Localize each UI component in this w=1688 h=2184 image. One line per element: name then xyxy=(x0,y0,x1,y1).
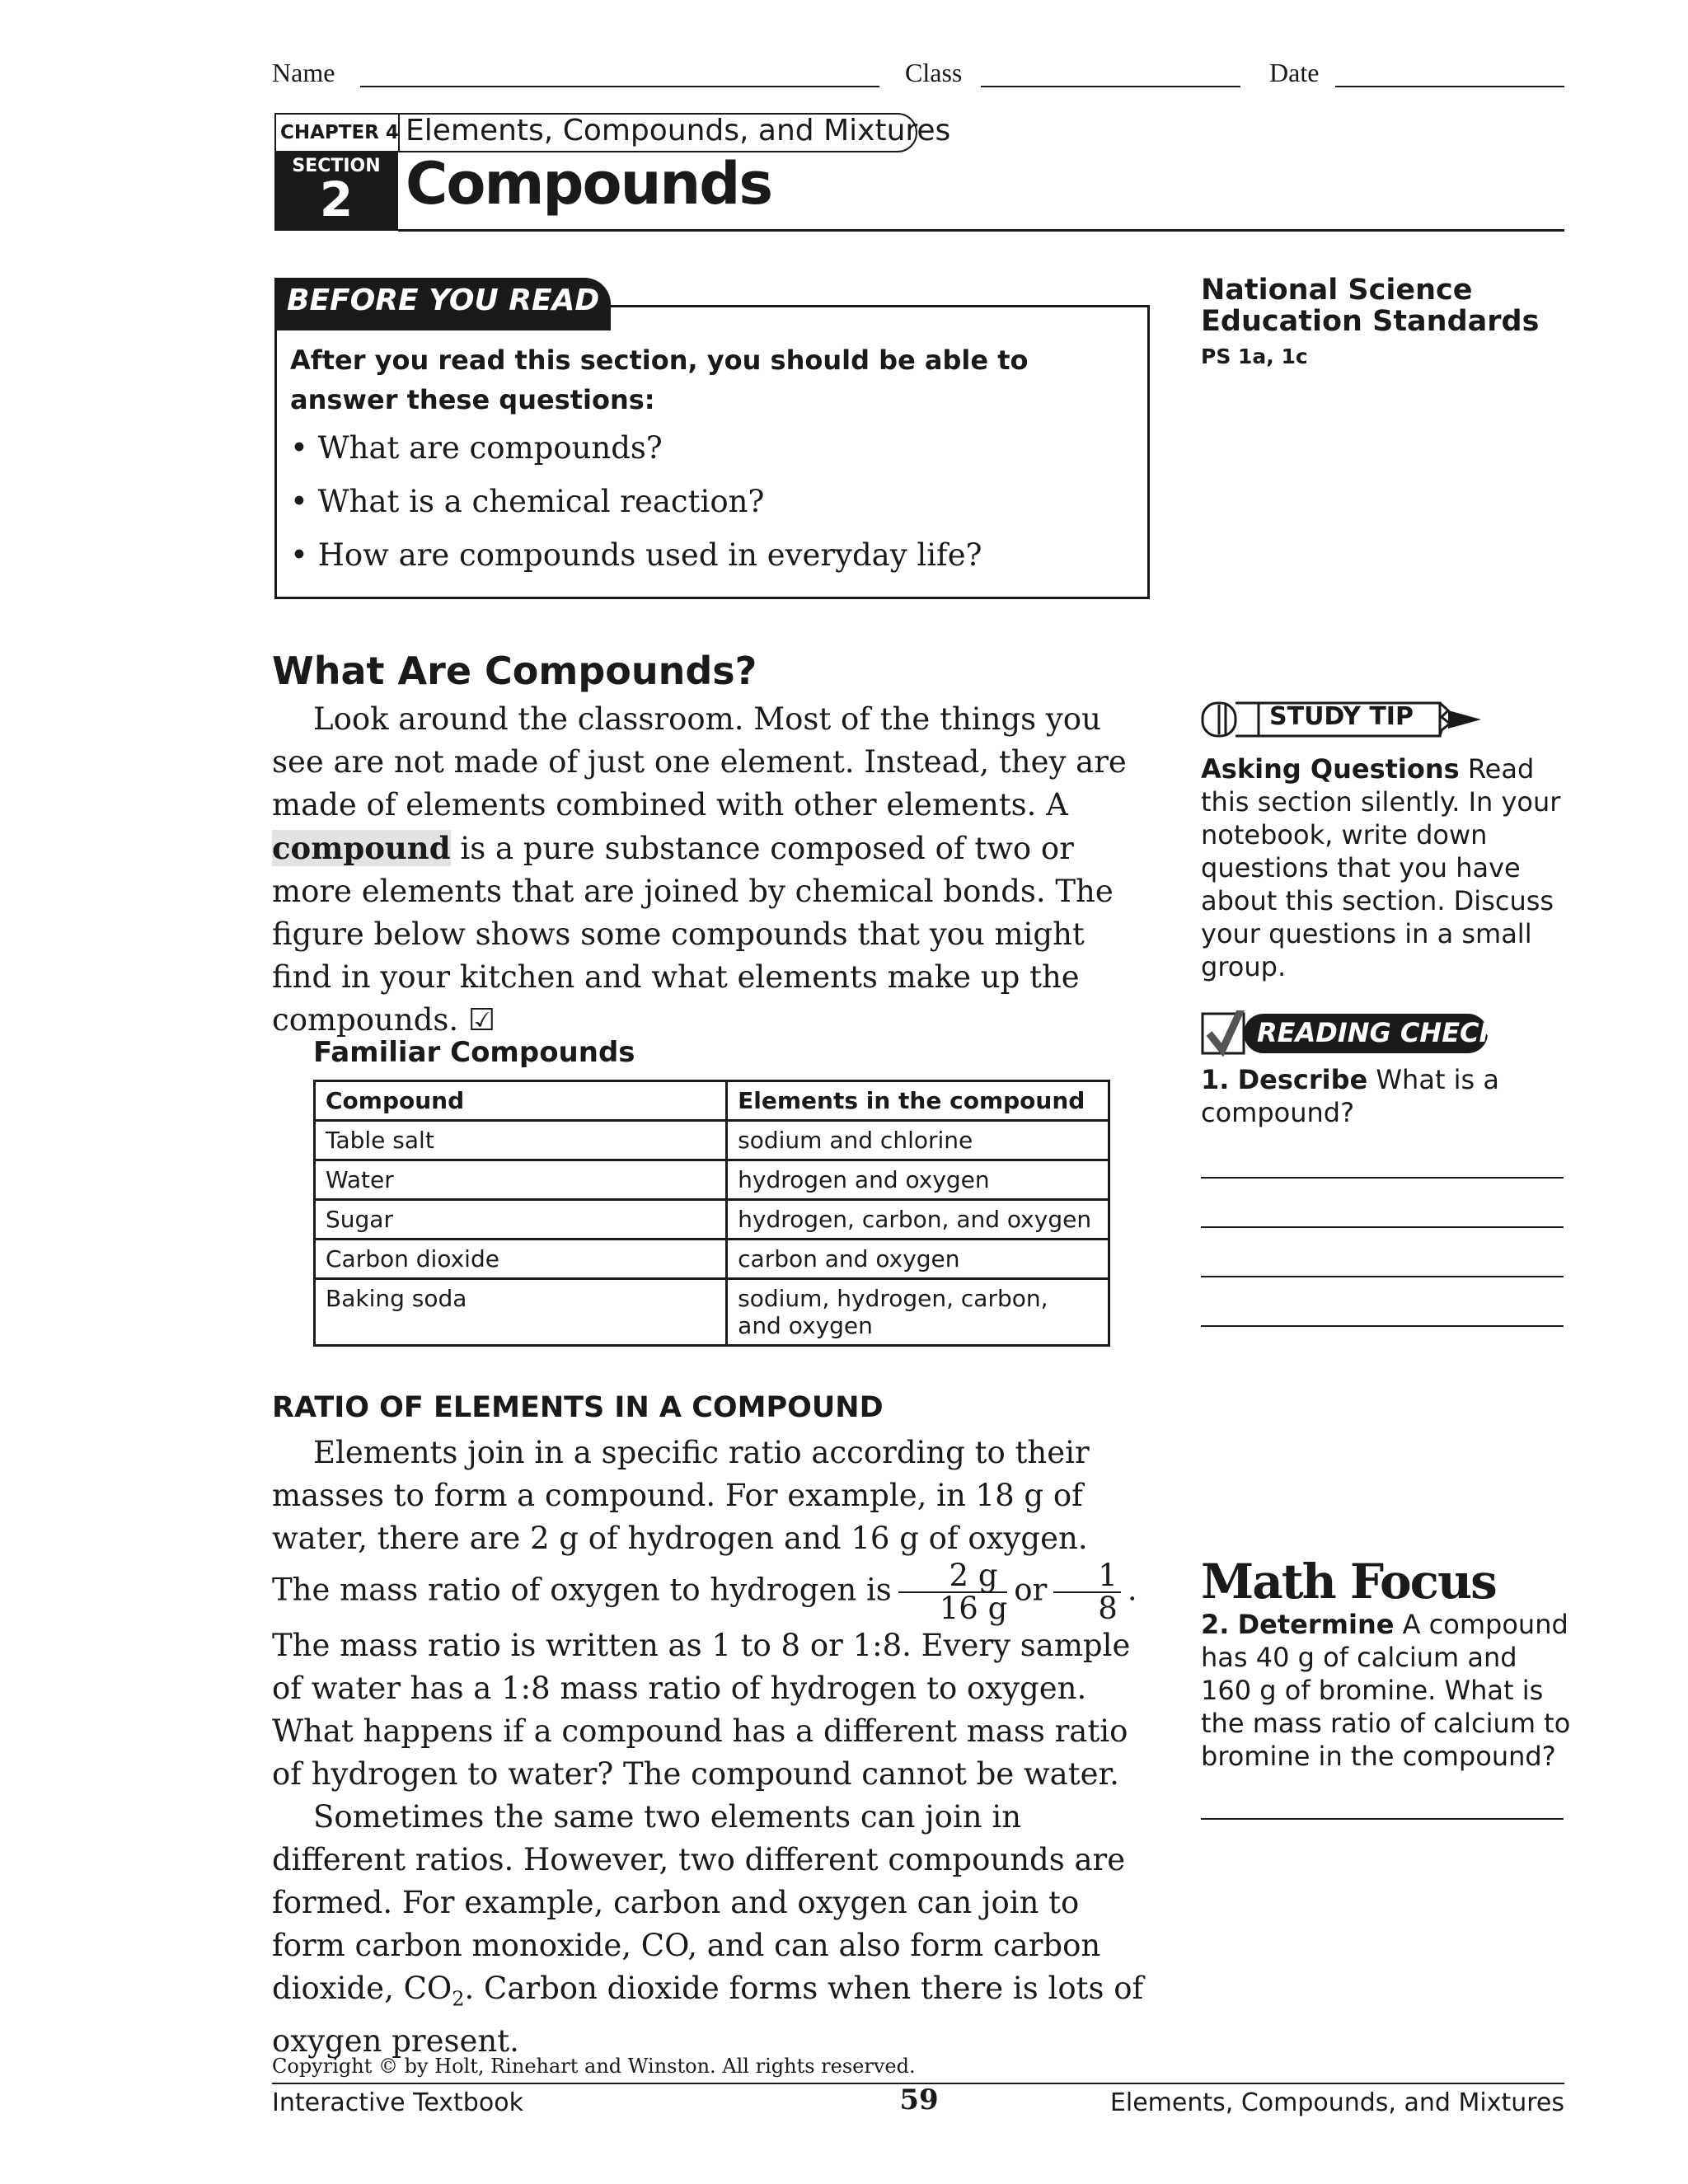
table-header: Compound xyxy=(315,1081,727,1121)
question-item: • What is a chemical reaction? xyxy=(290,484,765,519)
table-row: Sugar hydrogen, carbon, and oxygen xyxy=(315,1200,1109,1240)
before-you-read-intro: After you read this section, you should be able to answer these questions: xyxy=(290,344,1029,415)
answer-line[interactable] xyxy=(1201,1818,1564,1820)
math-focus-title: Math Focus xyxy=(1201,1554,1496,1610)
table-header-row xyxy=(315,1081,1109,1121)
page-number: 59 xyxy=(899,2083,939,2116)
table-caption: Familiar Compounds xyxy=(313,1036,635,1069)
section-heading: What Are Compounds? xyxy=(272,649,757,693)
question-item: • How are compounds used in everyday life? xyxy=(290,537,982,573)
name-field[interactable] xyxy=(360,86,879,87)
ratio-paragraph: Elements join in a specific ratio according to their masses to form a compound. For example, in 18 g of water, there are 2 g of hydrogen and 16 g of oxygen. The mass ratio of oxygen to hydrogen is $\frac{2 g}{16 g}$ or $\frac{1}{8}$ . The mass ratio is written as 1 to 8 or 1:8. Every sample of water has a 1:8 mass ratio of hydrogen to oxygen. What happens if a compound has a different mass ratio of hydrogen to water? The compound cannot be water. Sometimes the same two elements can join in different ratios. However, two different compounds are formed. For example, carbon and oxygen can join to form carbon monoxide, CO, and can also form carbon dioxide, $CO_2$. Carbon dioxide forms when there is lots of oxygen present. xyxy=(272,1435,1144,2060)
question-item: • What are compounds? xyxy=(290,430,663,466)
standards-title: National Science Education Standards xyxy=(1201,274,1540,338)
footer-chapter-title: Elements, Compounds, and Mixtures xyxy=(1109,2088,1564,2117)
fraction-2g-16g: $\frac{2 g}{16 g}$ xyxy=(898,1560,1008,1624)
reading-check-icon: ☑ xyxy=(467,1002,496,1038)
table-header: Elements in the compound xyxy=(727,1081,1109,1121)
footer-book-title: Interactive Textbook xyxy=(272,2088,523,2117)
before-you-read-label: BEFORE YOU READ xyxy=(287,284,600,317)
chapter-title: Elements, Compounds, and Mixtures xyxy=(406,114,951,148)
standards-codes: PS 1a, 1c xyxy=(1201,344,1308,368)
date-field[interactable] xyxy=(1335,86,1564,87)
intro-paragraph: Look around the classroom. Most of the things you see are not made of just one element. Instead, they are made of elements combined with other elements. A compound is a pure substance composed of two or more elements that are joined by chemical bonds. The figure below shows some compounds that you might find in your kitchen and what elements make up the compounds. ☑ xyxy=(272,701,1127,1038)
section-number: 2 xyxy=(319,171,354,227)
study-tip-label: STUDY TIP xyxy=(1269,702,1414,731)
familiar-compounds-table xyxy=(313,1080,1110,1347)
fraction-1-8: $\frac{1}{8}$ xyxy=(1053,1560,1121,1624)
math-focus-question: 2. Determine A compound has 40 g of calcium and 160 g of bromine. What is the mass ratio of calcium to bromine in the compound? xyxy=(1201,1609,1571,1772)
ratio-heading: RATIO OF ELEMENTS IN A COMPOUND xyxy=(272,1391,884,1424)
study-tip-text: Asking Questions Read this section silently. In your notebook, write down questions that you have about this section. Discuss your questions in a small group. xyxy=(1201,753,1561,982)
answer-line[interactable] xyxy=(1201,1276,1564,1277)
reading-check-label: READING CHECK xyxy=(1257,1017,1500,1048)
chapter-label: CHAPTER 4 xyxy=(280,122,399,143)
name-label: Name xyxy=(272,58,335,87)
table-row: Water hydrogen and oxygen xyxy=(315,1160,1109,1200)
date-label: Date xyxy=(1269,58,1320,87)
reading-check-question: 1. Describe What is a compound? xyxy=(1201,1064,1499,1128)
copyright: Copyright © by Holt, Rinehart and Winston. All rights reserved. xyxy=(272,2055,916,2078)
page-title: Compounds xyxy=(406,150,772,218)
title-divider xyxy=(398,229,1564,232)
table-row: Table salt sodium and chlorine xyxy=(315,1121,1109,1160)
table-row: Baking soda sodium, hydrogen, carbon, and oxygen xyxy=(315,1279,1109,1346)
answer-line[interactable] xyxy=(1201,1177,1564,1179)
class-field[interactable] xyxy=(981,86,1240,87)
keyword-compound: compound xyxy=(272,830,451,866)
answer-line[interactable] xyxy=(1201,1226,1564,1228)
answer-line[interactable] xyxy=(1201,1325,1564,1327)
section-word: SECTION xyxy=(292,156,381,176)
class-label: Class xyxy=(905,58,963,87)
table-row: Carbon dioxide carbon and oxygen xyxy=(315,1240,1109,1279)
